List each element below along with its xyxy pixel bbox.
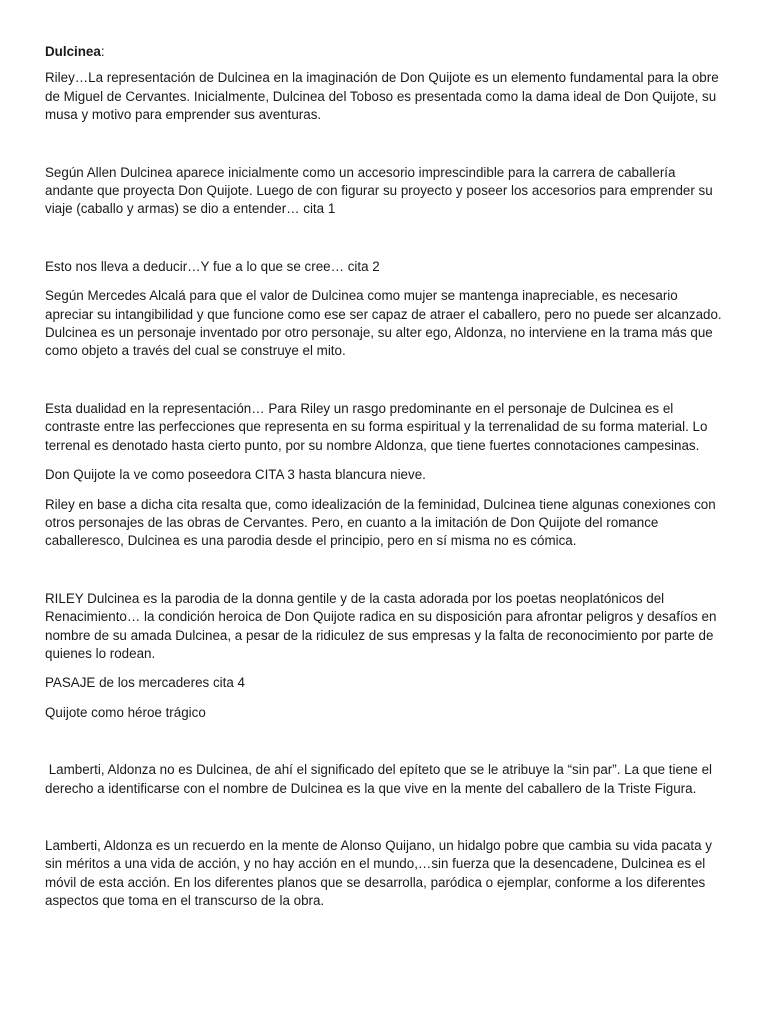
paragraph-allen: Según Allen Dulcinea aparece inicialmente como un accesorio imprescindible para la carrera de caballería andante que proyecta Don Quijote. Luego de con figurar su proyecto y poseer los accesorios para emprender su viaje (caballo y armas) se dio a entender… cita 1	[45, 164, 713, 217]
title-colon: :	[100, 44, 105, 59]
paragraph-alcala: Según Mercedes Alcalá para que el valor de Dulcinea como mujer se mantenga inapreciable, es necesario apreciar su intangibilidad y que funcione como ese ser capaz de atraer el caballero, pero no puede ser alcanzado. Dulcinea es un personaje inventado por otro personaje, su alter ego, Aldonza, no interviene en la trama más que como objeto a través del cual se construye el mito.	[45, 288, 722, 359]
paragraph-lamberti-sin-par: Lamberti, Aldonza no es Dulcinea, de ahí el significado del epíteto que se le atribuye la “sin par”. La que tiene el derecho a identificarse con el nombre de Dulcinea es la que vive en la mente del caballero de la Triste Figura.	[45, 762, 716, 796]
paragraph-lamberti-recuerdo: Lamberti, Aldonza es un recuerdo en la mente de Alonso Quijano, un hidalgo pobre que cambia su vida pacata y sin méritos a una vida de acción, y no hay acción en el mundo,…sin fuerza que la desencadene, Dulcinea es el móvil de esta acción. En los diferentes planos que se desarrolla, paródica o ejemplar, conforme a los diferentes aspectos que toma en el transcurso de la obra.	[45, 837, 712, 909]
document-title: Dulcinea	[45, 44, 101, 59]
paragraph-donna-gentile: RILEY Dulcinea es la parodia de la donna gentile y de la casta adorada por los poetas neoplatónicos del Renacimiento… la condición heroica de Don Quijote radica en su disposición para afrontar peligros y desafíos en nombre de su amada Dulcinea, a pesar de la ridiculez de sus empresas y la falta de reconocimiento por parte de quienes lo rodean.	[45, 590, 717, 661]
paragraph-pasaje: PASAJE de los mercaderes cita 4	[45, 675, 245, 691]
paragraph-dualidad: Esta dualidad en la representación… Para Riley un rasgo predominante en el personaje de Dulcinea es el contraste entre las perfecciones que representa en su forma espiritual y la terrenalidad de su forma material. Lo terrenal es denotado hasta cierto punto, por su nombre Aldonza, que tiene fuertes connotaciones campesinas.	[45, 400, 708, 453]
paragraph-cita-3: Don Quijote la ve como poseedora CITA 3 hasta blancura nieve.	[45, 467, 426, 483]
paragraph-idealizacion: Riley en base a dicha cita resalta que, como idealización de la feminidad, Dulcinea tiene algunas conexiones con otros personajes de las obras de Cervantes. Pero, en cuanto a la imitación de Don Quijote del romance caballeresco, Dulcinea es una parodia desde el principio, pero en sí misma no es cómica.	[45, 496, 716, 549]
paragraph-heroe-tragico: Quijote como héroe trágico	[45, 704, 206, 720]
paragraph-deducir: Esto nos lleva a deducir…Y fue a lo que se cree… cita 2	[45, 258, 380, 274]
document-page	[45, 43, 725, 922]
document-heading	[45, 43, 725, 61]
paragraph-riley-intro: Riley…La representación de Dulcinea en la imaginación de Don Quijote es un elemento fundamental para la obre de Miguel de Cervantes. Inicialmente, Dulcinea del Toboso es presentada como la dama ideal de Don Quijote, su musa y motivo para emprender sus aventuras.	[45, 70, 719, 123]
